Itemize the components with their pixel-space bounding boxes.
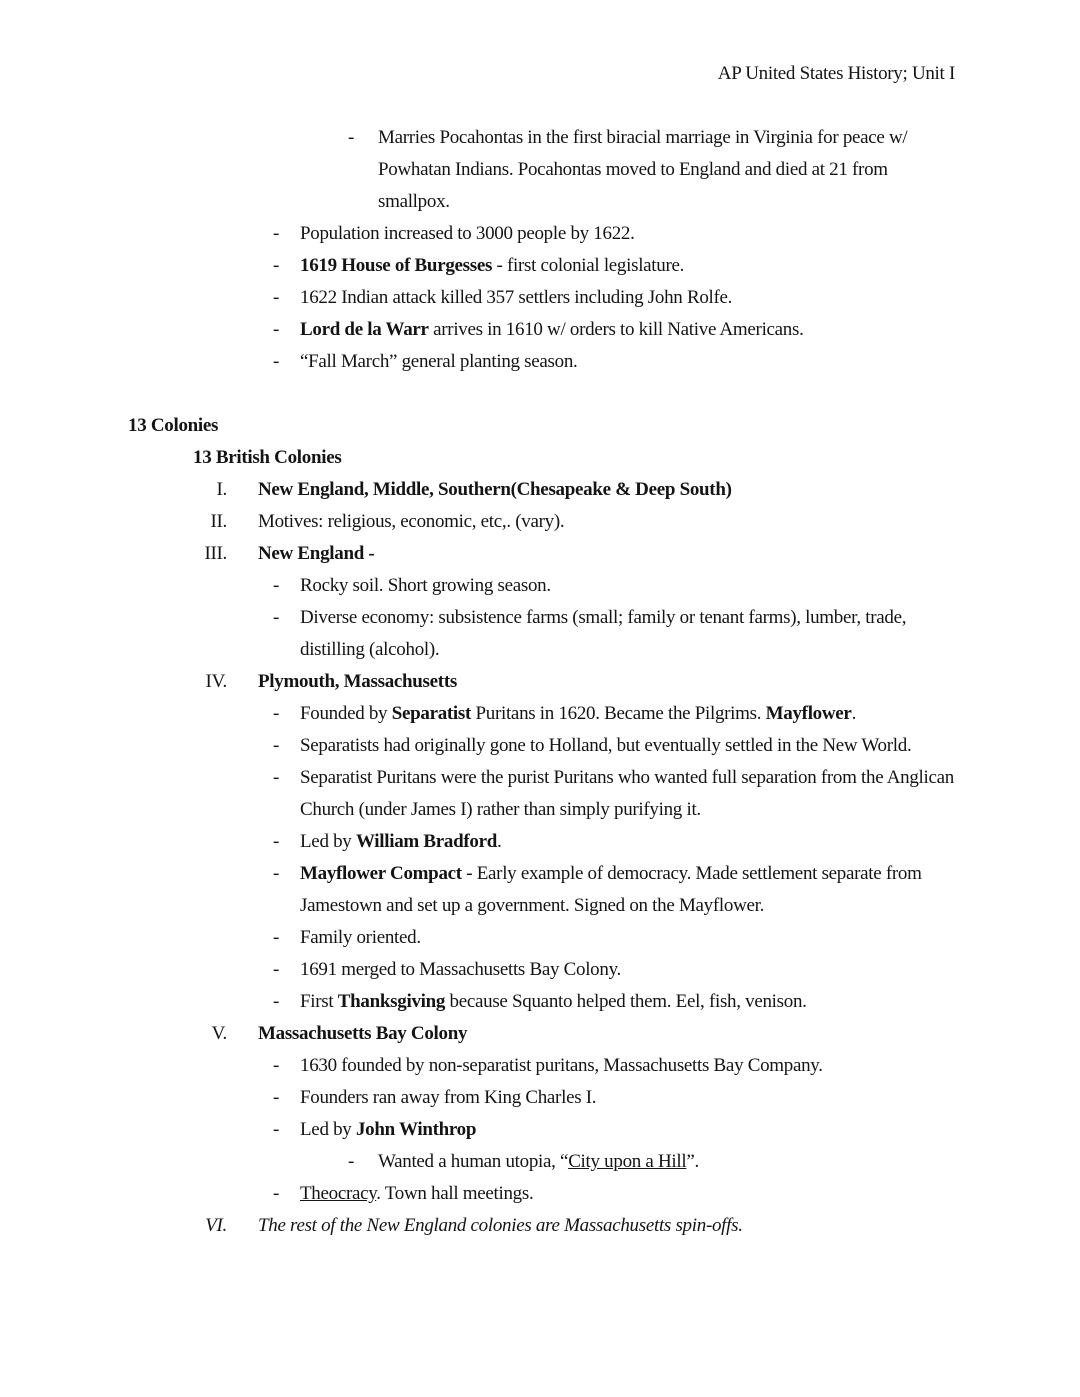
- bullet-dash-marker: -: [273, 319, 280, 340]
- line-text: [258, 1018, 998, 1050]
- bullet-dash-marker: -: [348, 127, 355, 148]
- text-run: New England -: [258, 543, 375, 564]
- numbered-item: [0, 474, 1080, 506]
- text-run: Family oriented.: [300, 927, 421, 948]
- bullet-item: [0, 858, 1080, 922]
- page-header-title: AP United States History; Unit I: [717, 63, 955, 84]
- text-run: Separatist Puritans were the purist Puritans who wanted full separation from the Anglican Church (under James I) rather than simply purifying it.: [300, 767, 954, 820]
- text-run: Mayflower: [765, 703, 852, 724]
- text-run: Separatists had originally gone to Holland, but eventually settled in the New World.: [300, 735, 912, 756]
- text-run: William Bradford: [355, 831, 498, 852]
- text-run: .: [851, 703, 857, 724]
- bullet-dash-marker: -: [273, 703, 280, 724]
- bullet-item: [0, 986, 1080, 1018]
- numeral-marker: I.: [216, 479, 227, 500]
- text-run: Separatist: [391, 703, 472, 724]
- text-run: Diverse economy: subsistence farms (small; family or tenant farms), lumber, trade, distilling (alcohol).: [300, 607, 907, 660]
- bullet-item: [0, 922, 1080, 954]
- numeral-marker: II.: [210, 511, 227, 532]
- bullet-dash-marker: -: [273, 255, 280, 276]
- text-run: 13 British Colonies: [193, 447, 342, 468]
- numbered-item: [0, 1018, 1080, 1050]
- line-text: [258, 538, 998, 570]
- text-run: Rocky soil. Short growing season.: [300, 575, 551, 596]
- line-text: [300, 698, 960, 730]
- text-run: 13 Colonies: [128, 415, 219, 436]
- numbered-item: [0, 538, 1080, 570]
- line-text: [258, 506, 998, 538]
- bullet-dash-marker: -: [273, 223, 280, 244]
- bullet-item: [0, 282, 1080, 314]
- bullet-item: [0, 122, 1080, 218]
- numbered-item: [0, 506, 1080, 538]
- text-run: Lord de la Warr: [300, 319, 429, 340]
- text-run: Population increased to 3000 people by 1622.: [300, 223, 635, 244]
- line-text: [300, 218, 960, 250]
- heading-line: [0, 442, 1080, 474]
- text-run: Theocracy: [300, 1183, 377, 1204]
- bullet-item: [0, 954, 1080, 986]
- line-text: [300, 282, 960, 314]
- line-text: [300, 1178, 960, 1210]
- text-run: “Fall March” general planting season.: [300, 351, 578, 372]
- document-body: [0, 122, 1080, 1242]
- bullet-item: [0, 1114, 1080, 1146]
- text-run: 1619 House of Burgesses: [300, 255, 493, 276]
- text-run: Massachusetts Bay Colony: [258, 1023, 468, 1044]
- bullet-dash-marker: -: [273, 863, 280, 884]
- bullet-dash-marker: -: [273, 991, 280, 1012]
- bullet-item: [0, 314, 1080, 346]
- numbered-item: [0, 1210, 1080, 1242]
- text-run: Founded by: [300, 703, 392, 724]
- bullet-dash-marker: -: [273, 1055, 280, 1076]
- text-run: Thanksgiving: [337, 991, 446, 1012]
- line-text: [258, 666, 998, 698]
- line-text: [300, 346, 960, 378]
- line-text: [300, 570, 960, 602]
- line-text: [300, 730, 960, 762]
- text-run: Mayflower Compact: [300, 863, 462, 884]
- text-run: First: [300, 991, 338, 1012]
- bullet-dash-marker: -: [273, 1087, 280, 1108]
- bullet-dash-marker: -: [273, 575, 280, 596]
- text-run: arrives in 1610 w/ orders to kill Native Americans.: [428, 319, 804, 340]
- text-run: because Squanto helped them. Eel, fish, venison.: [445, 991, 807, 1012]
- line-text: [300, 1050, 960, 1082]
- text-run: Led by: [300, 1119, 356, 1140]
- bullet-item: [0, 218, 1080, 250]
- line-text: [258, 474, 998, 506]
- text-run: Led by: [300, 831, 356, 852]
- line-text: [300, 1114, 960, 1146]
- line-text: [300, 954, 960, 986]
- text-run: ”.: [686, 1151, 699, 1172]
- text-run: 1622 Indian attack killed 357 settlers including John Rolfe.: [300, 287, 733, 308]
- numbered-item: [0, 666, 1080, 698]
- bullet-item: [0, 570, 1080, 602]
- bullet-dash-marker: -: [273, 1183, 280, 1204]
- line-text: [300, 250, 960, 282]
- bullet-dash-marker: -: [273, 831, 280, 852]
- text-run: - Early example of democracy. Made settlement separate from Jamestown and set up a government. Signed on the Mayflower.: [300, 863, 922, 916]
- bullet-dash-marker: -: [273, 767, 280, 788]
- line-text: [300, 922, 960, 954]
- text-run: Plymouth, Massachusetts: [258, 671, 457, 692]
- line-text: [300, 602, 960, 666]
- line-text: [300, 762, 960, 826]
- line-text: [300, 1082, 960, 1114]
- bullet-item: [0, 730, 1080, 762]
- bullet-item: [0, 1050, 1080, 1082]
- heading-line: [0, 410, 1080, 442]
- text-run: . Town hall meetings.: [376, 1183, 534, 1204]
- text-run: Founders ran away from King Charles I.: [300, 1087, 597, 1108]
- numeral-marker: IV.: [205, 671, 227, 692]
- numeral-marker: VI.: [205, 1215, 227, 1236]
- bullet-dash-marker: -: [273, 927, 280, 948]
- bullet-item: [0, 346, 1080, 378]
- bullet-dash-marker: -: [273, 607, 280, 628]
- bullet-dash-marker: -: [273, 287, 280, 308]
- bullet-dash-marker: -: [273, 351, 280, 372]
- text-run: Wanted a human utopia, “: [378, 1151, 569, 1172]
- line-text: [378, 122, 958, 218]
- line-text: [128, 410, 218, 442]
- line-text: [300, 314, 960, 346]
- bullet-item: [0, 1082, 1080, 1114]
- numeral-marker: III.: [204, 543, 227, 564]
- text-run: New England, Middle, Southern(Chesapeake & Deep South): [258, 479, 732, 500]
- numeral-marker: V.: [211, 1023, 227, 1044]
- text-run: City upon a Hill: [568, 1151, 687, 1172]
- bullet-dash-marker: -: [273, 735, 280, 756]
- bullet-dash-marker: -: [273, 959, 280, 980]
- line-text: [300, 858, 960, 922]
- text-run: John Winthrop: [355, 1119, 477, 1140]
- text-run: The rest of the New England colonies are Massachusetts spin-offs.: [258, 1215, 743, 1236]
- bullet-item: [0, 826, 1080, 858]
- bullet-item: [0, 762, 1080, 826]
- line-text: [300, 986, 960, 1018]
- text-run: 1630 founded by non-separatist puritans, Massachusetts Bay Company.: [300, 1055, 823, 1076]
- line-text: [258, 1210, 998, 1242]
- text-run: .: [497, 831, 502, 852]
- bullet-dash-marker: -: [273, 1119, 280, 1140]
- text-run: 1691 merged to Massachusetts Bay Colony.: [300, 959, 621, 980]
- bullet-item: [0, 250, 1080, 282]
- bullet-item: [0, 1146, 1080, 1178]
- text-run: Puritans in 1620. Became the Pilgrims.: [471, 703, 766, 724]
- text-run: Marries Pocahontas in the first biracial marriage in Virginia for peace w/ Powhatan Indians. Pocahontas moved to England and died at 21 from smallpox.: [378, 127, 908, 212]
- bullet-dash-marker: -: [348, 1151, 355, 1172]
- bullet-item: [0, 602, 1080, 666]
- text-run: - first colonial legislature.: [492, 255, 685, 276]
- line-text: [300, 826, 960, 858]
- line-text: [193, 442, 341, 474]
- bullet-item: [0, 698, 1080, 730]
- line-text: [378, 1146, 958, 1178]
- bullet-item: [0, 1178, 1080, 1210]
- text-run: Motives: religious, economic, etc,. (vary).: [258, 511, 565, 532]
